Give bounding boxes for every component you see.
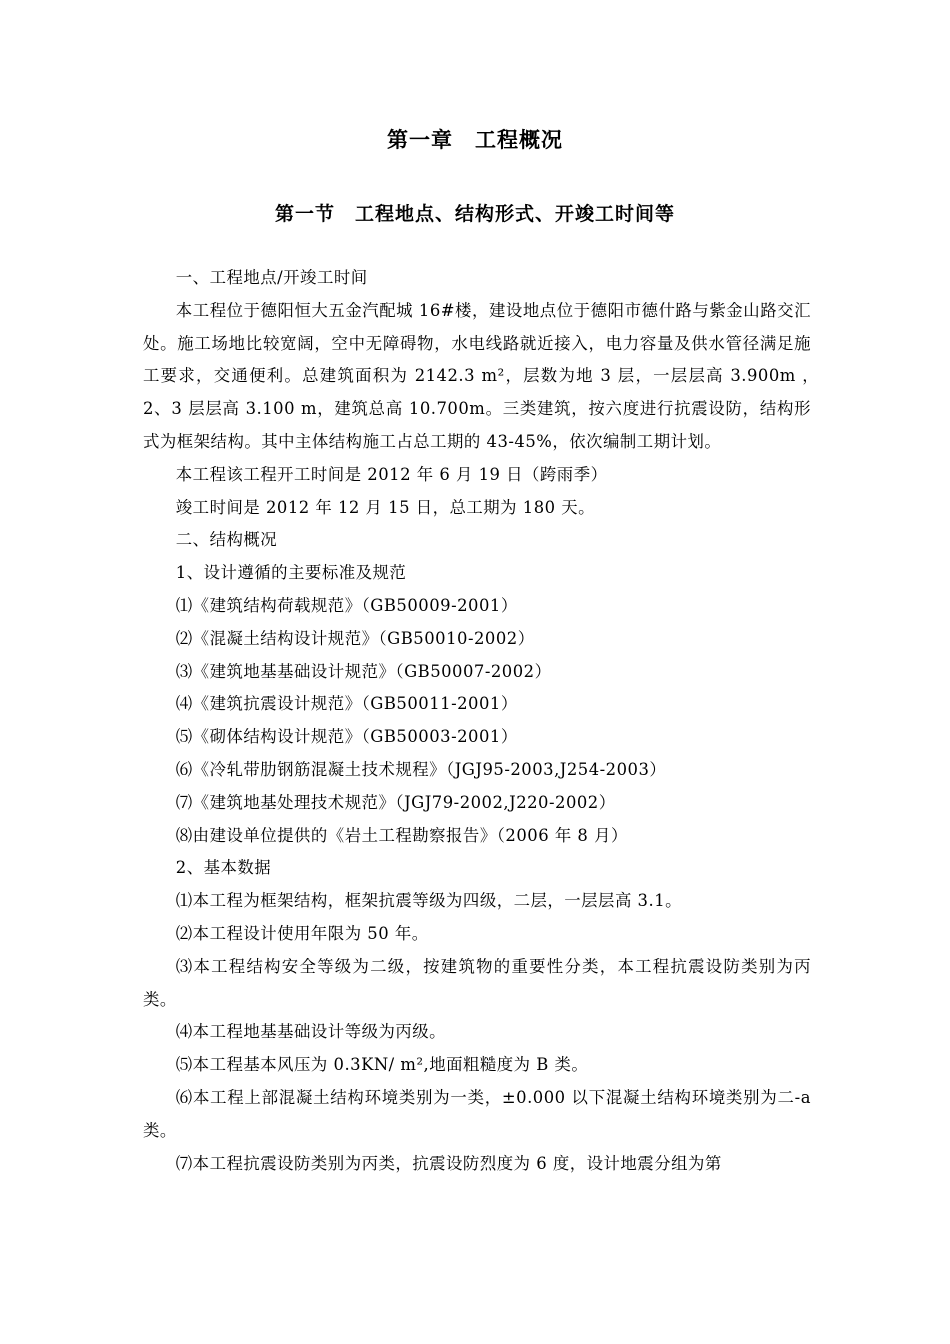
paragraph: 本工程该工程开工时间是 2012 年 6 月 19 日（跨雨季）: [175, 464, 608, 484]
paragraph: ⑹本工程上部混凝土结构环境类别为一类，±0.000 以下混凝土结构环境类别为二-a 类。: [143, 1087, 811, 1140]
paragraph: 1、设计遵循的主要标准及规范: [175, 563, 407, 583]
chapter-title: 第一章 工程概况: [387, 128, 563, 152]
paragraph: ⑶本工程结构安全等级为二级，按建筑物的重要性分类，本工程抗震设防类别为丙类。: [143, 956, 811, 1009]
paragraph: ⑴本工程为框架结构，框架抗震等级为四级，二层，一层层高 3.1。: [175, 891, 683, 911]
paragraph: 二、结构概况: [175, 530, 278, 550]
paragraph: ⑸本工程基本风压为 0.3KN/ m²,地面粗糙度为 B 类。: [175, 1055, 589, 1075]
paragraph: 一、工程地点/开竣工时间: [175, 268, 368, 287]
paragraph: ⑹《冷轧带肋钢筋混凝土技术规程》（JGJ95-2003,J254-2003）: [175, 759, 667, 779]
paragraph: 2、基本数据: [175, 858, 272, 878]
paragraph: ⑵《混凝土结构设计规范》（GB50010-2002）: [175, 628, 535, 648]
paragraph: ⑸《砌体结构设计规范》（GB50003-2001）: [175, 727, 518, 747]
paragraph: ⑺本工程抗震设防类别为丙类，抗震设防烈度为 6 度，设计地震分组为第: [175, 1153, 722, 1173]
paragraph: ⑻由建设单位提供的《岩土工程勘察报告》（2006 年 8 月）: [175, 825, 628, 845]
paragraph: ⑷本工程地基基础设计等级为丙级。: [175, 1022, 447, 1042]
paragraph: 竣工时间是 2012 年 12 月 15 日，总工期为 180 天。: [175, 497, 596, 517]
paragraph: ⑺《建筑地基处理技术规范》（JGJ79-2002,J220-2002）: [175, 792, 616, 812]
paragraph: 本工程位于德阳恒大五金汽配城 16#楼，建设地点位于德阳市德什路与紫金山路交汇处。施工场地比较宽阔，空中无障碍物，水电线路就近接入，电力容量及供水管径满足施工要求，交通便利。总建筑面积为 2142.3 m²，层数为地 3 层，一层层高 3.900m ， 2、3 层层高 3.100 m，建筑总高 10.700m。三类建筑，按六度进行抗震设防，结构形式为框架结构。其中主体结构施工占总工期的 43-45%，依次编制工期计划。: [143, 300, 828, 451]
paragraph: ⑶《建筑地基基础设计规范》（GB50007-2002）: [175, 661, 552, 681]
paragraph: ⑵本工程设计使用年限为 50 年。: [175, 923, 429, 943]
paragraph: ⑷《建筑抗震设计规范》（GB50011-2001）: [175, 694, 518, 714]
document-body: [143, 262, 828, 1180]
paragraph: ⑴《建筑结构荷载规范》（GB50009-2001）: [175, 595, 518, 615]
section-title: 第一节 工程地点、结构形式、开竣工时间等: [274, 203, 675, 225]
